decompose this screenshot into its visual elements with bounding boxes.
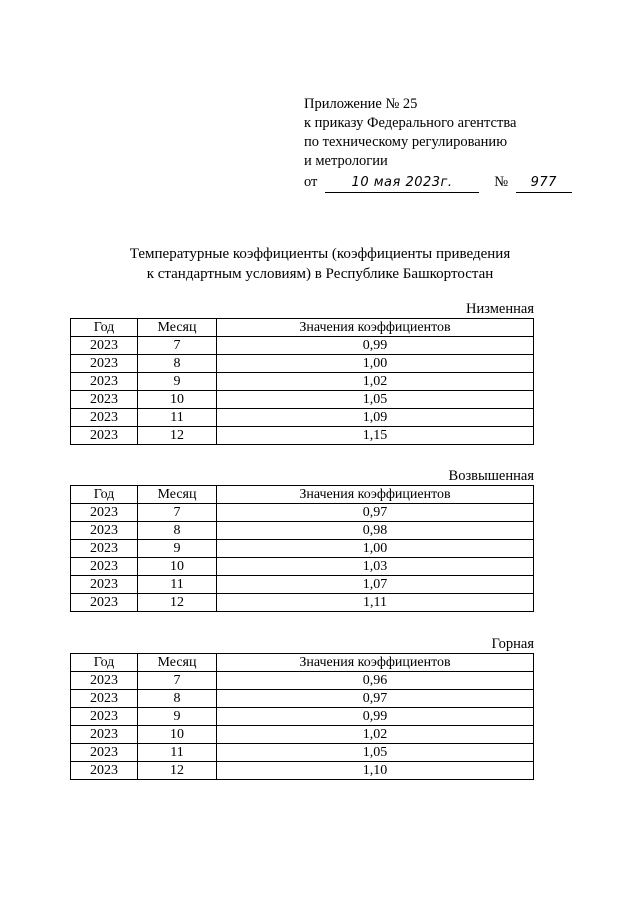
appendix-line: к приказу Федерального агентства bbox=[304, 115, 517, 131]
cell-value: 1,02 bbox=[217, 373, 534, 391]
cell-month: 11 bbox=[138, 744, 217, 762]
cell-year: 2023 bbox=[71, 558, 138, 576]
column-header-month: Месяц bbox=[138, 654, 217, 672]
cell-value: 1,07 bbox=[217, 576, 534, 594]
cell-value: 1,11 bbox=[217, 594, 534, 612]
table-row bbox=[71, 337, 534, 355]
table-row bbox=[71, 427, 534, 445]
order-date-row bbox=[304, 173, 572, 193]
cell-year: 2023 bbox=[71, 744, 138, 762]
cell-month: 8 bbox=[138, 522, 217, 540]
cell-value: 1,05 bbox=[217, 744, 534, 762]
cell-year: 2023 bbox=[71, 337, 138, 355]
title-line-2: к стандартным условиям) в Республике Башкортостан bbox=[146, 266, 494, 282]
from-label: от bbox=[304, 174, 318, 190]
table-header-row bbox=[71, 486, 534, 504]
table-row bbox=[71, 576, 534, 594]
cell-month: 7 bbox=[138, 337, 217, 355]
cell-value: 1,00 bbox=[217, 355, 534, 373]
cell-month: 7 bbox=[138, 504, 217, 522]
cell-value: 0,98 bbox=[217, 522, 534, 540]
cell-year: 2023 bbox=[71, 690, 138, 708]
section-caption: Низменная bbox=[466, 301, 534, 317]
cell-year: 2023 bbox=[71, 522, 138, 540]
cell-month: 10 bbox=[138, 726, 217, 744]
appendix-line: по техническому регулированию bbox=[304, 134, 508, 150]
cell-value: 1,00 bbox=[217, 540, 534, 558]
coefficients-table bbox=[70, 485, 534, 612]
table-row bbox=[71, 672, 534, 690]
table-row bbox=[71, 690, 534, 708]
cell-month: 9 bbox=[138, 540, 217, 558]
section-lowland bbox=[70, 300, 534, 445]
cell-value: 1,03 bbox=[217, 558, 534, 576]
table-row bbox=[71, 355, 534, 373]
table-row bbox=[71, 540, 534, 558]
cell-year: 2023 bbox=[71, 540, 138, 558]
cell-value: 0,97 bbox=[217, 690, 534, 708]
cell-year: 2023 bbox=[71, 391, 138, 409]
cell-year: 2023 bbox=[71, 409, 138, 427]
cell-month: 7 bbox=[138, 672, 217, 690]
section-mountain bbox=[70, 635, 534, 780]
table-row bbox=[71, 504, 534, 522]
appendix-line: и метрологии bbox=[304, 153, 388, 169]
table-row bbox=[71, 762, 534, 780]
table-row bbox=[71, 744, 534, 762]
cell-year: 2023 bbox=[71, 726, 138, 744]
column-header-value: Значения коэффициентов bbox=[217, 654, 534, 672]
appendix-line: Приложение № 25 bbox=[304, 96, 418, 112]
section-caption: Горная bbox=[491, 636, 534, 652]
table-row bbox=[71, 726, 534, 744]
cell-month: 9 bbox=[138, 708, 217, 726]
cell-value: 0,96 bbox=[217, 672, 534, 690]
cell-value: 0,97 bbox=[217, 504, 534, 522]
cell-value: 1,10 bbox=[217, 762, 534, 780]
section-upland bbox=[70, 467, 534, 612]
cell-year: 2023 bbox=[71, 672, 138, 690]
cell-month: 9 bbox=[138, 373, 217, 391]
handwritten-number: 977 bbox=[516, 173, 572, 193]
cell-year: 2023 bbox=[71, 427, 138, 445]
column-header-month: Месяц bbox=[138, 319, 217, 337]
cell-value: 1,02 bbox=[217, 726, 534, 744]
coefficients-table bbox=[70, 318, 534, 445]
column-header-year: Год bbox=[71, 654, 138, 672]
column-header-value: Значения коэффициентов bbox=[217, 319, 534, 337]
appendix-header bbox=[304, 95, 572, 193]
cell-month: 8 bbox=[138, 355, 217, 373]
cell-value: 0,99 bbox=[217, 337, 534, 355]
table-row bbox=[71, 594, 534, 612]
cell-year: 2023 bbox=[71, 504, 138, 522]
table-header-row bbox=[71, 319, 534, 337]
cell-month: 8 bbox=[138, 690, 217, 708]
cell-value: 1,15 bbox=[217, 427, 534, 445]
cell-year: 2023 bbox=[71, 576, 138, 594]
cell-month: 11 bbox=[138, 409, 217, 427]
cell-month: 10 bbox=[138, 391, 217, 409]
cell-value: 1,05 bbox=[217, 391, 534, 409]
cell-month: 10 bbox=[138, 558, 217, 576]
cell-month: 12 bbox=[138, 594, 217, 612]
cell-year: 2023 bbox=[71, 762, 138, 780]
title-line-1: Температурные коэффициенты (коэффициенты приведения bbox=[129, 246, 511, 262]
table-row bbox=[71, 708, 534, 726]
column-header-month: Месяц bbox=[138, 486, 217, 504]
table-row bbox=[71, 373, 534, 391]
column-header-year: Год bbox=[71, 319, 138, 337]
handwritten-date: 10 мая 2023г. bbox=[325, 173, 479, 193]
number-label: № bbox=[494, 174, 509, 190]
section-caption: Возвышенная bbox=[448, 468, 534, 484]
table-header-row bbox=[71, 654, 534, 672]
coefficients-table bbox=[70, 653, 534, 780]
cell-value: 0,99 bbox=[217, 708, 534, 726]
cell-year: 2023 bbox=[71, 355, 138, 373]
cell-month: 11 bbox=[138, 576, 217, 594]
cell-value: 1,09 bbox=[217, 409, 534, 427]
cell-year: 2023 bbox=[71, 373, 138, 391]
cell-month: 12 bbox=[138, 762, 217, 780]
table-row bbox=[71, 409, 534, 427]
column-header-year: Год bbox=[71, 486, 138, 504]
cell-year: 2023 bbox=[71, 708, 138, 726]
cell-month: 12 bbox=[138, 427, 217, 445]
table-row bbox=[71, 522, 534, 540]
document-title bbox=[70, 244, 570, 284]
column-header-value: Значения коэффициентов bbox=[217, 486, 534, 504]
table-row bbox=[71, 391, 534, 409]
table-row bbox=[71, 558, 534, 576]
cell-year: 2023 bbox=[71, 594, 138, 612]
